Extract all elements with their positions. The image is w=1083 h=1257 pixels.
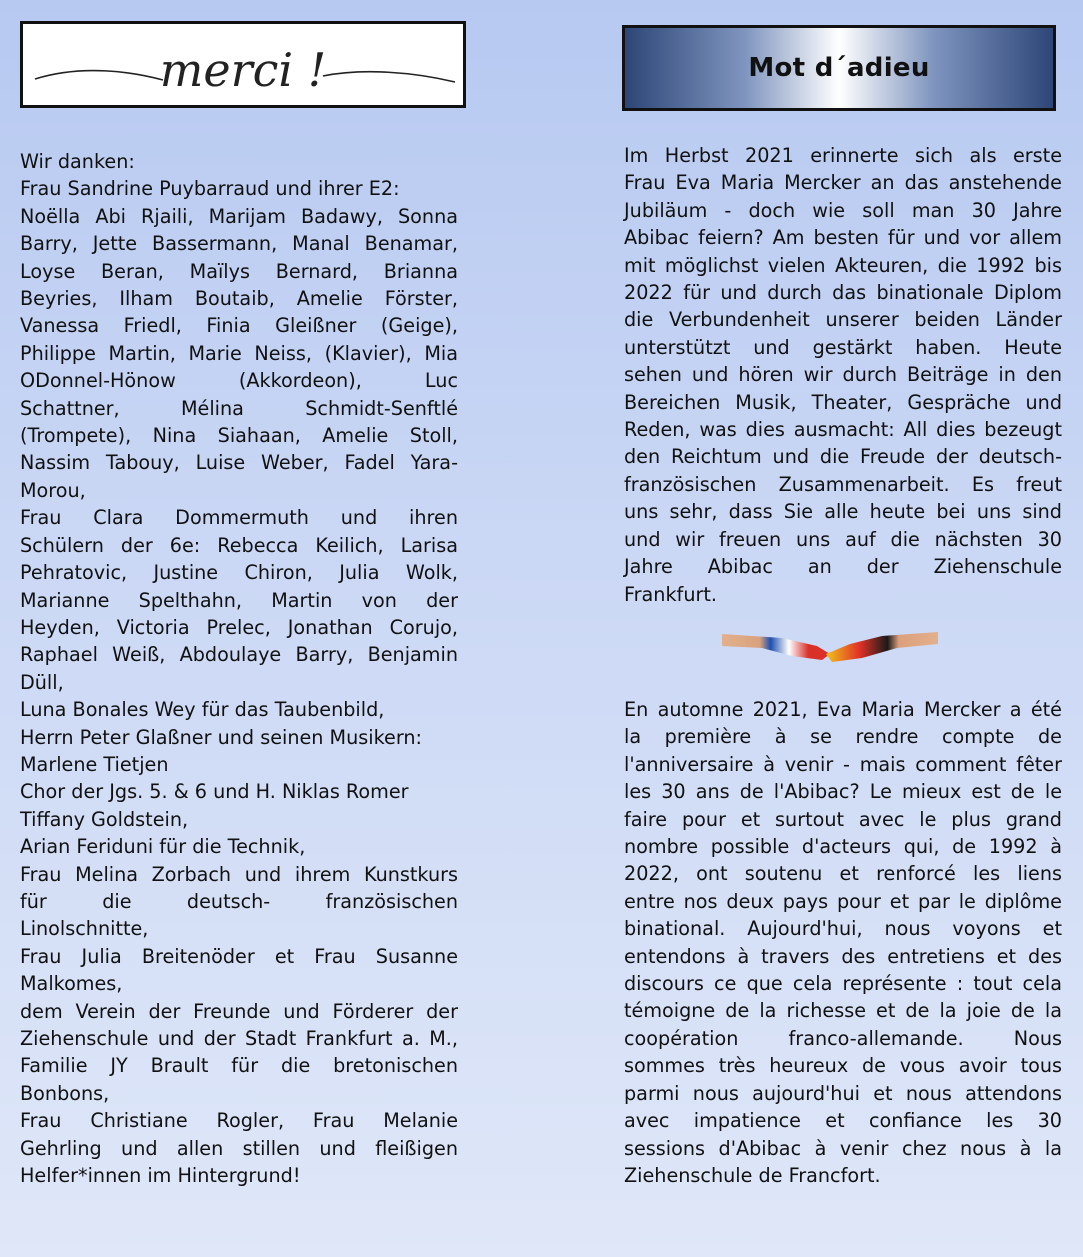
german-line: unterstützt und gestärkt haben. Heute xyxy=(624,335,1062,359)
thanks-line: Marianne Spelthahn, Martin von der xyxy=(20,588,458,612)
french-line: discours ce que cela représente : tout cela xyxy=(624,972,1062,996)
thanks-line: (Trompete), Nina Siahaan, Amelie Stoll, xyxy=(20,424,458,448)
thanks-line: Pehratovic, Justine Chiron, Julia Wolk, xyxy=(20,561,458,585)
merci-banner xyxy=(20,21,466,108)
french-line: entendons à travers des entretiens et des xyxy=(624,944,1062,968)
thanks-line: ODonnel-Hönow (Akkordeon), Luc xyxy=(20,369,458,393)
german-paragraph xyxy=(624,142,1062,608)
thanks-line: Philippe Martin, Marie Neiss, (Klavier), Mia xyxy=(20,341,458,365)
german-line: den Reichtum und die Freude der deutsch- xyxy=(624,445,1062,469)
german-line: französischen Zusammenarbeit. Es freut xyxy=(624,472,1062,496)
thanks-line: Gehrling und allen stillen und fleißigen xyxy=(20,1136,458,1160)
thanks-line: Herrn Peter Glaßner und seinen Musikern: xyxy=(20,725,423,749)
german-line: Jubiläum - doch wie soll man 30 Jahre xyxy=(624,198,1062,222)
german-line: Reden, was dies ausmacht: All dies bezeugt xyxy=(624,418,1062,442)
french-line: nombre possible d'acteurs qui, de 1992 à xyxy=(624,835,1062,859)
merci-lettering xyxy=(23,24,463,105)
german-line: Im Herbst 2021 erinnerte sich als erste xyxy=(624,144,1062,167)
thanks-line: Raphael Weiß, Abdoulaye Barry, Benjamin xyxy=(20,643,458,667)
merci-title: merci ! xyxy=(159,43,327,97)
french-line: parmi nous aujourd'hui et nous attendons xyxy=(624,1081,1062,1105)
thanks-line: Luna Bonales Wey für das Taubenbild, xyxy=(20,698,385,722)
thanks-line: Beyries, Ilham Boutaib, Amelie Förster, xyxy=(20,287,458,311)
german-line: Frankfurt. xyxy=(624,582,717,606)
thanks-line: Arian Feriduni für die Technik, xyxy=(20,835,306,859)
french-line: coopération franco-allemande. Nous xyxy=(624,1026,1062,1050)
handshake-flags-icon xyxy=(722,624,938,668)
thanks-line: Frau Melina Zorbach und ihrem Kunstkurs xyxy=(20,862,458,886)
german-line: 2022 für und durch das binationale Diplom xyxy=(624,281,1062,305)
french-paragraph xyxy=(624,696,1062,1189)
thanks-line: Linolschnitte, xyxy=(20,917,149,941)
french-line: sommes très heureux de vous avoir tous xyxy=(624,1054,1062,1078)
adieu-banner xyxy=(622,25,1056,111)
thanks-line: Frau Clara Dommermuth und ihren xyxy=(20,506,458,530)
thanks-line: Bonbons, xyxy=(20,1081,110,1105)
german-line: Jahre Abibac an der Ziehenschule xyxy=(624,555,1062,579)
french-line: avec impatience et confiance les 30 xyxy=(624,1109,1062,1133)
thanks-line: Malkomes, xyxy=(20,972,123,996)
thanks-line: Noëlla Abi Rjaili, Marijam Badawy, Sonna xyxy=(20,204,458,228)
thanks-line: Loyse Beran, Maïlys Bernard, Brianna xyxy=(20,259,458,283)
french-line: sessions d'Abibac à venir chez nous à la xyxy=(624,1136,1062,1160)
german-line: die Verbundenheit unserer beiden Länder xyxy=(624,308,1062,332)
german-line: Abibac feiern? Am besten für und vor allem xyxy=(624,226,1062,250)
thanks-line: Nassim Tabouy, Luise Weber, Fadel Yara- xyxy=(20,451,458,475)
thanks-line: Helfer*innen im Hintergrund! xyxy=(20,1164,301,1188)
thanks-line: Düll, xyxy=(20,670,64,694)
french-line: les 30 ans de l'Abibac? Le mieux est de le xyxy=(624,780,1062,804)
thanks-line: Frau Sandrine Puybarraud und ihrer E2: xyxy=(20,177,400,201)
german-line: mit möglichst vielen Akteuren, die 1992 bis xyxy=(624,253,1062,277)
french-line: faire pour et surtout avec le plus grand xyxy=(624,807,1062,831)
thanks-line: Barry, Jette Bassermann, Manal Benamar, xyxy=(20,232,458,256)
german-line: uns sehr, dass Sie alle heute bei uns sind xyxy=(624,500,1062,524)
thanks-line: Morou, xyxy=(20,478,86,502)
thanks-line: Heyden, Victoria Prelec, Jonathan Corujo, xyxy=(20,615,458,639)
thanks-line: Schülern der 6e: Rebecca Keilich, Larisa xyxy=(20,533,458,557)
thanks-list xyxy=(20,148,458,1189)
thanks-line: Tiffany Goldstein, xyxy=(20,807,189,831)
thanks-line: für die deutsch- französischen xyxy=(20,889,458,913)
thanks-line: Frau Julia Breitenöder et Frau Susanne xyxy=(20,944,458,968)
german-line: sehen und hören wir durch Beiträge in den xyxy=(624,363,1062,387)
thanks-line: Marlene Tietjen xyxy=(20,752,169,776)
german-line: Bereichen Musik, Theater, Gespräche und xyxy=(624,390,1062,414)
german-line: Frau Eva Maria Mercker an das anstehende xyxy=(624,171,1062,195)
french-line: Ziehenschule de Francfort. xyxy=(624,1163,881,1187)
french-line: la première à se rendre compte de xyxy=(624,725,1062,749)
french-line: témoigne de la richesse et de la joie de la xyxy=(624,999,1062,1023)
french-line: binational. Aujourd'hui, nous voyons et xyxy=(624,917,1062,941)
thanks-line: Chor der Jgs. 5. & 6 und H. Niklas Romer xyxy=(20,780,409,804)
french-line: entre nos deux pays pour et par le diplôme xyxy=(624,889,1062,913)
german-line: und wir freuen uns auf die nächsten 30 xyxy=(624,527,1062,551)
thanks-line: Familie JY Brault für die bretonischen xyxy=(20,1054,458,1078)
adieu-title: Mot d´adieu xyxy=(748,53,930,83)
french-line: l'anniversaire à venir - mais comment fêter xyxy=(624,752,1062,776)
thanks-line: dem Verein der Freunde und Förderer der xyxy=(20,999,458,1023)
french-line: En automne 2021, Eva Maria Mercker a été xyxy=(624,698,1062,721)
thanks-line: Vanessa Friedl, Finia Gleißner (Geige), xyxy=(20,314,458,338)
thanks-line: Schattner, Mélina Schmidt-Senftlé xyxy=(20,396,458,420)
thanks-line: Wir danken: xyxy=(20,150,135,173)
french-line: 2022, ont soutenu et renforcé les liens xyxy=(624,862,1062,886)
thanks-line: Ziehenschule und der Stadt Frankfurt a. M., xyxy=(20,1027,458,1050)
thanks-line: Frau Christiane Rogler, Frau Melanie xyxy=(20,1109,458,1133)
